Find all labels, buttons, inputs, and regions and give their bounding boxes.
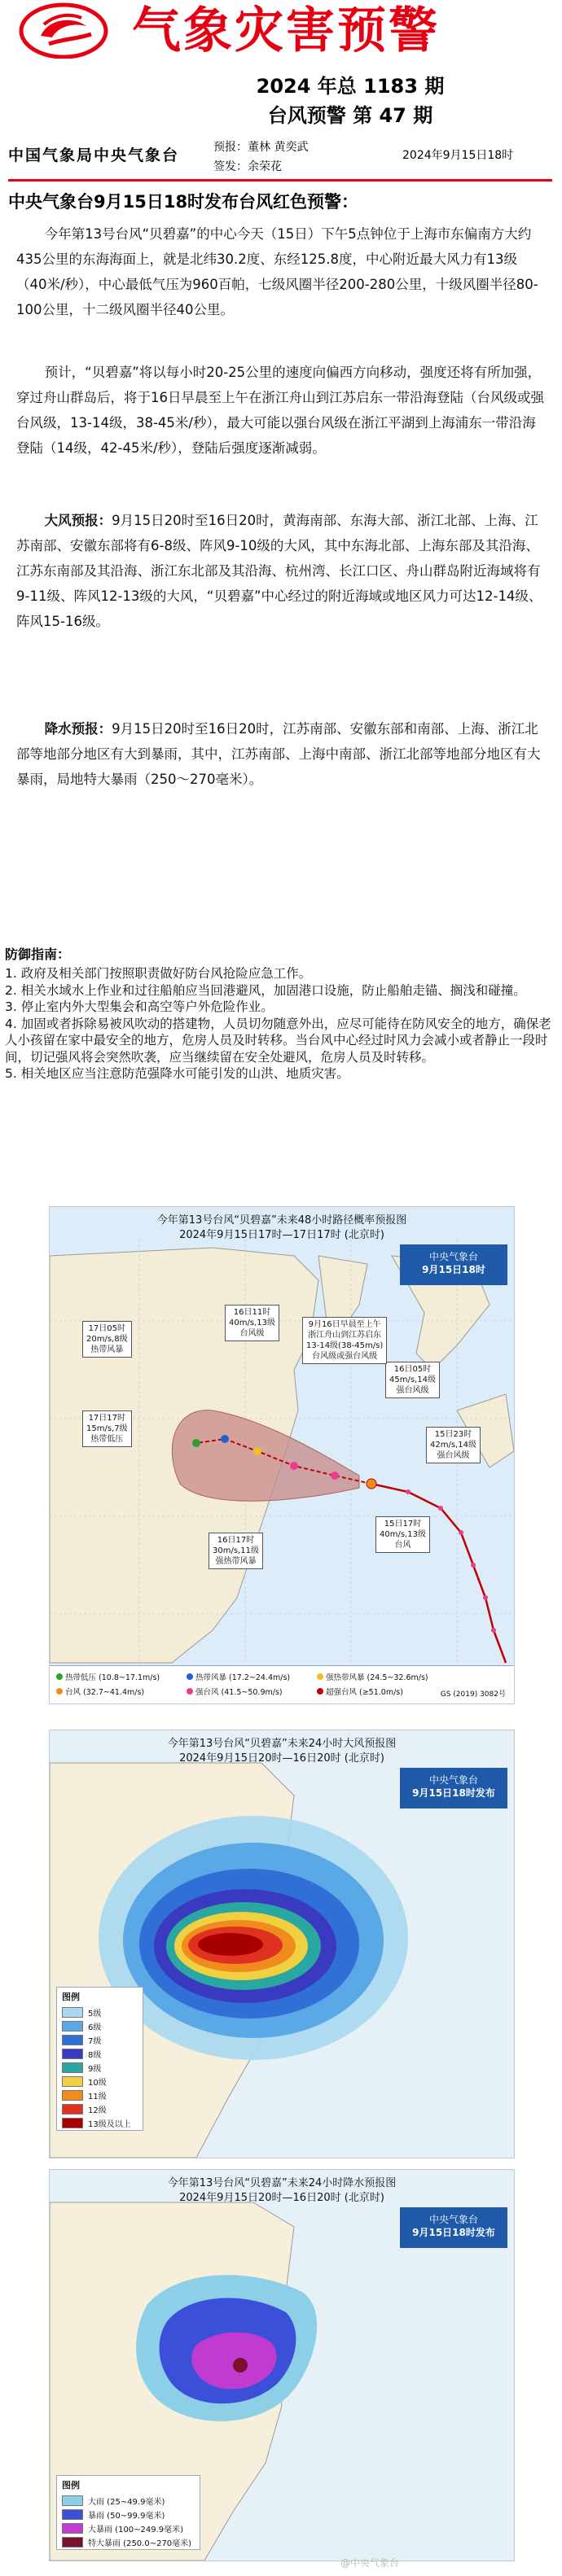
forecast-paragraph: 预计，“贝碧嘉”将以每小时20-25公里的速度向偏西方向移动，强度还将有所加强，穿过舟山群岛后，将于16日早晨至上午在浙江舟山到江苏启东一带沿海登陆（台风级或强台风级，13-14级，38-45米/秒），最大可能以强台风级在浙江平湖到上海浦东一带沿海登陆（14级，42-45米/秒），登陆后强度逐渐减弱。	[16, 365, 544, 456]
label-line: 浙江舟山到江苏启东	[308, 1331, 382, 1340]
legend-item	[57, 2535, 200, 2549]
label-16d11h	[225, 1305, 279, 1341]
wind-forecast-paragraph	[16, 508, 546, 634]
legend-dot-icon	[317, 1688, 323, 1695]
legend-dot-icon	[187, 1673, 193, 1680]
legend-title: 图例	[62, 1992, 80, 2002]
legend-item	[57, 2005, 143, 2019]
guidance-title: 防御指南：	[5, 947, 71, 962]
legend-label: 7级	[88, 2037, 102, 2046]
legend-label: 热带风暴 (17.2~24.4m/s)	[195, 1673, 291, 1682]
label-line: 台风级或强台风级	[312, 1352, 378, 1361]
label-line: 42m/s,14级	[430, 1441, 476, 1450]
legend-item	[187, 1686, 283, 1697]
rain-map-subtitle: 2024年9月15日20时—16日20时 (北京时)	[179, 2192, 384, 2204]
label-line: 16日17时	[217, 1536, 255, 1545]
label-line: 16日11时	[233, 1308, 271, 1317]
legend-label: 大雨 (25~49.9毫米)	[88, 2498, 165, 2507]
label-line: 热带低压	[90, 1435, 124, 1444]
label-line: 强热带风暴	[215, 1557, 257, 1566]
legend-label: 超强台风 (≥51.0m/s)	[326, 1688, 403, 1697]
legend-label: 大暴雨 (100~249.9毫米)	[88, 2526, 184, 2534]
label-15d23h	[426, 1427, 481, 1463]
legend-dot-icon	[56, 1688, 63, 1695]
bulletin-title: 气象灾害预警	[132, 2, 440, 59]
label-15d17h	[375, 1516, 430, 1553]
legend-swatch	[62, 2035, 83, 2045]
reviewer: 签发：余荣花	[213, 160, 282, 173]
warning-headline: 中央气象台9月15日18时发布台风红色预警：	[8, 192, 359, 212]
wind-map-badge	[400, 1768, 507, 1808]
wind-forecast-map	[49, 1730, 515, 2158]
label-line: 台风	[394, 1541, 411, 1550]
track-map-subtitle: 2024年9月15日17时—17日17时 (北京时)	[179, 1229, 384, 1241]
label-line: 16日05时	[393, 1365, 432, 1374]
label-line: 13-14级(38-45m/s)	[306, 1341, 384, 1350]
legend-label: 11级	[88, 2093, 107, 2101]
guidance-item: 5. 相关地区应当注意防范强降水可能引发的山洪、地质灾害。	[5, 1066, 349, 1081]
label-line: 强台风级	[396, 1386, 429, 1395]
legend-swatch	[62, 2062, 83, 2073]
label-line: 台风级	[239, 1329, 265, 1338]
label-line: 20m/s,8级	[86, 1335, 128, 1344]
legend-item	[56, 1686, 144, 1697]
label-line: 17日05时	[88, 1324, 126, 1333]
legend-label: 12级	[88, 2106, 107, 2115]
legend-label: 9级	[88, 2065, 102, 2074]
legend-dot-icon	[56, 1673, 63, 1680]
current-status-paragraph: 今年第13号台风“贝碧嘉”的中心今天（15日）下午5点钟位于上海市东偏南方大约435公里的东海海面上，就是北纬30.2度、东经125.8度，中心附近最大风力有13级（40米/秒），中心最低气压为960百帕，七级风圈半径200-280公里，十级风圈半径80-100公里，十二级风圈半径40公里。	[16, 226, 538, 317]
label-17d05h	[82, 1321, 132, 1358]
legend-item	[57, 2116, 143, 2130]
legend-swatch	[62, 2090, 83, 2101]
legend-item	[317, 1671, 428, 1682]
legend-item	[57, 2494, 200, 2508]
legend-item	[56, 1671, 160, 1682]
legend-swatch	[62, 2118, 83, 2128]
label-line: 强台风级	[437, 1451, 470, 1460]
track-map-badge	[400, 1244, 507, 1285]
legend-swatch	[62, 2007, 83, 2018]
legend-label: 强热带风暴 (24.5~32.6m/s)	[326, 1673, 428, 1682]
wind-map-subtitle: 2024年9月15日20时—16日20时 (北京时)	[179, 1752, 384, 1765]
wind-forecast-lead: 大风预报：	[44, 513, 112, 528]
legend-item	[57, 2102, 143, 2116]
legend-label: 热带低压 (10.8~17.1m/s)	[65, 1673, 160, 1682]
legend-item	[187, 1671, 290, 1682]
legend-item	[57, 2061, 143, 2075]
track-map-legend	[50, 1665, 514, 1703]
legend-label: 强台风 (41.5~50.9m/s)	[195, 1688, 283, 1697]
legend-swatch	[62, 2021, 83, 2031]
track-map-title: 今年第13号台风“贝碧嘉”未来48小时路径概率预报图	[156, 1214, 407, 1227]
guidance-item: 3. 停止室内外大型集会和高空等户外危险作业。	[5, 999, 274, 1014]
legend-item	[317, 1686, 403, 1697]
legend-label: 台风 (32.7~41.4m/s)	[65, 1688, 145, 1697]
label-line: 30m/s,11级	[213, 1546, 259, 1555]
label-line: 17日17时	[88, 1414, 126, 1423]
legend-item	[57, 2019, 143, 2033]
label-line: 9月16日早晨至上午	[308, 1320, 381, 1329]
legend-swatch	[62, 2495, 83, 2506]
legend-label: 10级	[88, 2079, 107, 2088]
wind-forecast-text: 9月15日20时至16日20时，黄海南部、东海大部、浙江北部、上海、江苏南部、安徽东部将有6-8级、阵风9-10级的大风，其中东海北部、上海东部及其沿海、江苏东南部及其沿海、浙江东北部及其沿海、杭州湾、长江口区、舟山群岛附近海域将有9-11级、阵风12-13级的大风，“贝碧嘉”中心经过的附近海域或地区风力可达12-14级、阵风15-16级。	[16, 513, 542, 629]
rain-forecast-paragraph	[16, 716, 546, 792]
legend-label: 8级	[88, 2051, 102, 2060]
legend-swatch	[62, 2076, 83, 2087]
rain-map-badge	[400, 2207, 507, 2248]
badge-time: 9月15日18时	[422, 1264, 485, 1275]
rain-forecast-text: 9月15日20时至16日20时，江苏南部、安徽东部和南部、上海、浙江北部等地部分地区有大到暴雨，其中，江苏南部、上海中南部、浙江北部等地部分地区有大暴雨，局地特大暴雨（250～270毫米）。	[16, 721, 541, 787]
wind-map-legend	[56, 1987, 143, 2131]
guidance-item: 2. 相关水域水上作业和过往船舶应当回港避风，加固港口设施，防止船舶走锚、搁浅和碰撞。	[5, 982, 526, 998]
bulletin-header	[0, 0, 562, 173]
legend-item	[57, 2033, 143, 2047]
legend-item	[57, 2088, 143, 2102]
guidance-item: 1. 政府及相关部门按照职责做好防台风抢险应急工作。	[5, 966, 312, 981]
map-review-number: GS (2019) 3082号	[440, 1690, 506, 1699]
forecasters: 预报：董林 黄奕武	[213, 141, 309, 154]
label-landfall	[302, 1317, 387, 1364]
rain-forecast-map	[49, 2169, 515, 2561]
legend-item	[57, 2508, 200, 2521]
issue-datetime: 2024年9月15日18时	[402, 149, 514, 162]
label-line: 40m/s,13级	[229, 1319, 275, 1327]
badge-time: 9月15日18时发布	[412, 1787, 495, 1799]
legend-swatch	[62, 2523, 83, 2534]
guidance-item: 4. 加固或者拆除易被风吹动的搭建物，人员切勿随意外出，应尽可能待在防风安全的地方，确保老人小孩留在家中最安全的地方，危房人员及时转移。当台风中心经过时风力会减小或者静止一段时间，切记强风将会突然吹袭，应当继续留在安全处避风，危房人员及时转移。	[5, 1016, 551, 1065]
legend-label: 暴雨 (50~99.9毫米)	[88, 2512, 165, 2521]
wind-map-title: 今年第13号台风“贝碧嘉”未来24小时大风预报图	[167, 1738, 397, 1750]
label-line: 15日23时	[434, 1430, 472, 1439]
label-line: 45m/s,14级	[389, 1375, 436, 1384]
badge-org: 中央气象台	[428, 1251, 478, 1262]
issue-typhoon: 台风预警 第 47 期	[267, 104, 433, 127]
label-line: 15m/s,7级	[86, 1424, 128, 1433]
rain-map-legend	[56, 2475, 200, 2550]
badge-org: 中央气象台	[428, 2214, 478, 2225]
guidance-list	[5, 965, 555, 1082]
legend-swatch	[62, 2537, 83, 2548]
label-line: 40m/s,13级	[380, 1530, 426, 1539]
legend-label: 13级及以上	[88, 2120, 131, 2129]
legend-label: 特大暴雨 (250.0~270毫米)	[88, 2539, 192, 2548]
badge-time: 9月15日18时发布	[412, 2227, 495, 2238]
track-forecast-map	[49, 1206, 515, 1704]
legend-label: 5级	[88, 2010, 102, 2018]
legend-item	[57, 2047, 143, 2061]
rain-map-title: 今年第13号台风“贝碧嘉”未来24小时降水预报图	[167, 2177, 397, 2189]
cma-logo-icon	[16, 2, 114, 59]
header-divider	[8, 179, 552, 182]
label-line: 热带风暴	[90, 1345, 124, 1354]
legend-item	[57, 2521, 200, 2535]
issue-total: 2024 年总 1183 期	[256, 75, 445, 98]
badge-org: 中央气象台	[428, 1774, 478, 1786]
rain-forecast-lead: 降水预报：	[44, 721, 112, 737]
legend-item	[57, 2075, 143, 2088]
legend-swatch	[62, 2049, 83, 2059]
legend-dot-icon	[317, 1673, 323, 1680]
legend-swatch	[62, 2104, 83, 2115]
label-17d17h	[82, 1410, 132, 1447]
label-line: 15日17时	[384, 1520, 422, 1529]
legend-label: 6级	[88, 2023, 102, 2032]
legend-swatch	[62, 2509, 83, 2520]
watermark: @中央气象台	[340, 2557, 399, 2569]
department-name: 中国气象局中央气象台	[8, 147, 180, 164]
label-16d05h	[385, 1362, 440, 1398]
legend-dot-icon	[187, 1688, 193, 1695]
legend-title: 图例	[62, 2480, 80, 2491]
label-16d17h	[209, 1533, 263, 1569]
